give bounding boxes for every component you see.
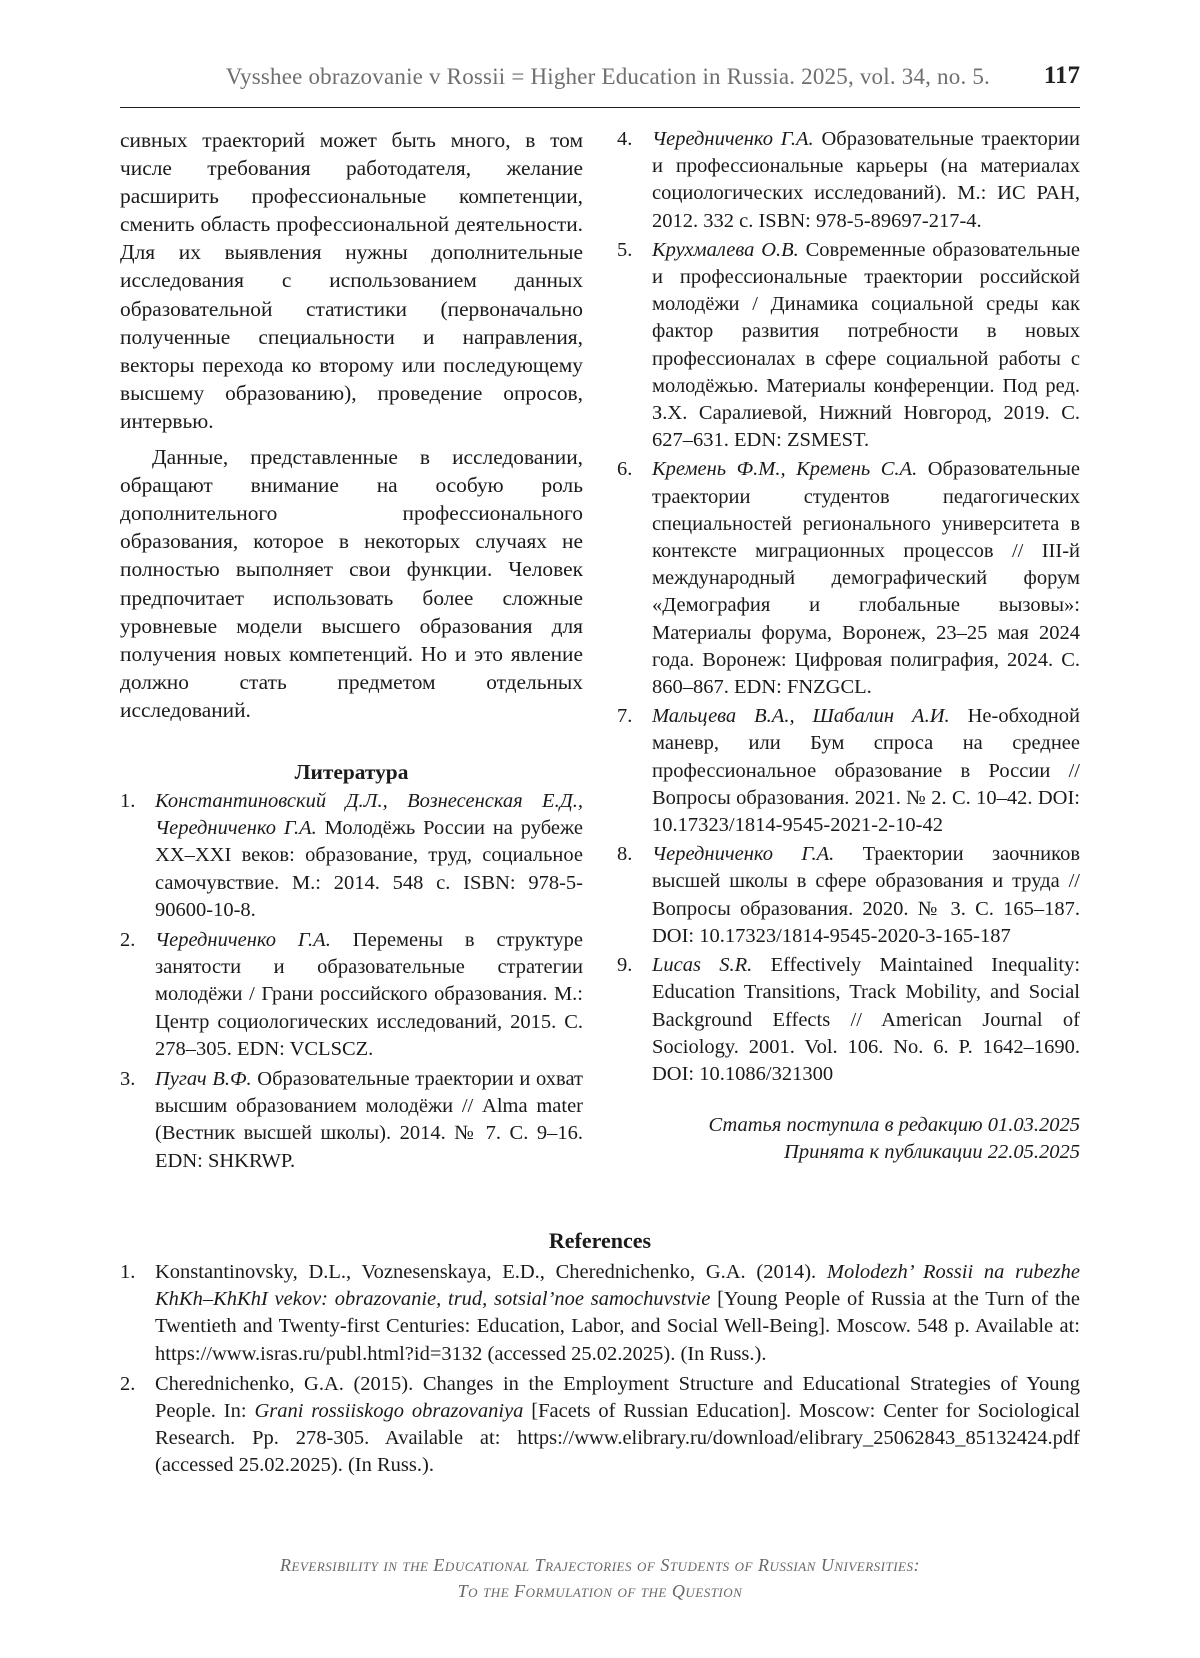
reference-item: 4. Чередниченко Г.А. Образовательные траектории и профессиональные карьеры (на материалах социологических исследований). М.: ИС РАН, 2012. 332 с. ISBN: 978-5-89697-217-4.	[617, 128, 1080, 232]
left-column	[120, 126, 583, 1178]
article-title-line2: To the Formulation of the Question	[457, 1581, 743, 1601]
reference-authors: Мальцева В.А., Шабалин А.И.	[652, 705, 950, 728]
accepted-date: Принята к публикации 22.05.2025	[784, 1141, 1080, 1164]
reference-authors: Чередниченко Г.А.	[155, 928, 331, 951]
body-paragraph: Данные, представленные в исследовании, обращают внимание на особую роль дополнительного профессионального образования, которое в некоторых случаях не полностью выполняет свои функции. Человек предпочитает использовать более сложные уровневые модели высшего образования для получения новых компетенций. Но и это явление должно стать предметом отдельных исследований.	[120, 445, 583, 722]
running-footer	[120, 1552, 1080, 1604]
references-heading: References	[548, 1228, 652, 1253]
submission-dates	[617, 1112, 1080, 1166]
literature-list	[120, 788, 583, 1175]
reference-item: 9. Lucas S.R. Effectively Maintained Inequality: Education Transitions, Track Mobility, and Social Background Effects // American Journal of Sociology. 2001. Vol. 106. No. 6. P. 1642–1690. DOI: 10.1086/321300	[617, 954, 1081, 1085]
reference-item: 1. Konstantinovsky, D.L., Voznesenskaya, E.D., Cherednichenko, G.A. (2014). Molodezh’ Rossii na rubezhe KhKh–KhKhI vekov: obrazovanie, trud, sotsial’noe samochuvstvie [Young People of Russia at the Turn of the Twentieth and Twenty-first Centuries: Education, Labor, and Social Well-Being]. Moscow. 548 p. Available at: https://www.isras.ru/publ.html?id=3132 (accessed 25.02.2025). (In Russ.).	[120, 1261, 1080, 1365]
reference-item: 6. Кремень Ф.М., Кремень С.А. Образовательные траектории студентов педагогических специальностей регионального университета в контексте миграционных процессов // III-й международный демографический форум «Демография и глобальные вызовы»: Материалы форума, Воронеж, 23–25 мая 2024 года. Воронеж: Цифровая полиграфия, 2024. С. 860–867. EDN: FNZGCL.	[617, 458, 1080, 699]
reference-item: 3. Пугач В.Ф. Образовательные траектории и охват высшим образованием молодёжи // Alma mater (Вестник высшей школы). 2014. № 7. С. 9–16. EDN: SHKRWP.	[120, 1068, 583, 1172]
reference-authors: Чередниченко Г.А.	[652, 843, 835, 866]
reference-authors: Чередниченко Г.А.	[652, 128, 814, 150]
reference-item: 7. Мальцева В.А., Шабалин А.И. Не-обходной маневр, или Бум спроса на среднее профессиональное образование в России // Вопросы образования. 2021. № 2. С. 10–42. DOI: 10.17323/1814-9545-2021-2-10-42	[617, 705, 1080, 837]
literature-heading: Литература	[294, 759, 409, 784]
reference-item: 2. Cherednichenko, G.A. (2015). Changes in the Employment Structure and Educational Strategies of Young People. In: Grani rossiiskogo obrazovaniya [Facets of Russian Education]. Moscow: Center for Sociological Research. Pp. 278-305. Available at: https://www.elibrary.ru/download/elibrary_25062843_85132424.pdf (accessed 25.02.2025). (In Russ.).	[120, 1372, 1081, 1477]
reference-authors: Пугач В.Ф.	[155, 1068, 252, 1090]
body-paragraph: сивных траекторий может быть много, в том числе требования работодателя, желание расширить профессиональные компетенции, сменить область профессиональной деятельности. Для их выявления нужны дополнительные исследования с использованием данных образовательной статистики (первоначально полученные специальности и направления, векторы перехода ко второму или последующему высшему образованию), проведение опросов, интервью.	[120, 128, 583, 433]
reference-authors: Крухмалева О.В.	[652, 238, 799, 261]
right-column	[617, 126, 1080, 1166]
received-date: Статья поступила в редакцию 01.03.2025	[708, 1114, 1080, 1137]
reference-authors: Константиновский Д.Л., Вознесенская Е.Д., Чередниченко Г.А.	[155, 789, 583, 840]
running-header	[120, 60, 1080, 108]
references-list	[120, 1259, 1080, 1483]
reference-item: 2. Чередниченко Г.А. Перемены в структуре занятости и образовательные стратегии молодёжи / Грани российского образования. М.: Центр социологических исследований, 2015. С. 278–305. EDN: VCLSCZ.	[120, 928, 583, 1060]
reference-authors: Кремень Ф.М., Кремень С.А.	[652, 458, 918, 481]
page-number: 117	[1043, 62, 1080, 89]
reference-authors: Lucas S.R.	[652, 954, 753, 977]
reference-item: 5. Крухмалева О.В. Современные образовательные и профессиональные траектории российской молодёжи / Динамика социальной среды как фактор развития потребности в новых профессионалах в сфере социальной работы с молодёжью. Материалы конференции. Под ред. З.Х. Саралиевой, Нижний Новгород, 2019. С. 627–631. EDN: ZSMEST.	[617, 238, 1080, 452]
article-title-line1: Reversibility in the Educational Trajectories of Students of Russian Universities:	[280, 1555, 920, 1575]
reference-item: 1. Константиновский Д.Л., Вознесенская Е.Д., Чередниченко Г.А. Молодёжь России на рубеже XX–XXI веков: образование, труд, социальное самочувствие. М.: 2014. 548 с. ISBN: 978-5-90600-10-8.	[120, 789, 583, 921]
journal-title: Vysshee obrazovanie v Rossii = Higher Education in Russia. 2025, vol. 34, no. 5.	[225, 64, 990, 89]
reference-item: 8. Чередниченко Г.А. Траектории заочников высшей школы в сфере образования и труда // Вопросы образования. 2020. № 3. С. 165–187. DOI: 10.17323/1814-9545-2020-3-165-187	[617, 843, 1080, 947]
literature-list-continued	[617, 126, 1080, 1088]
